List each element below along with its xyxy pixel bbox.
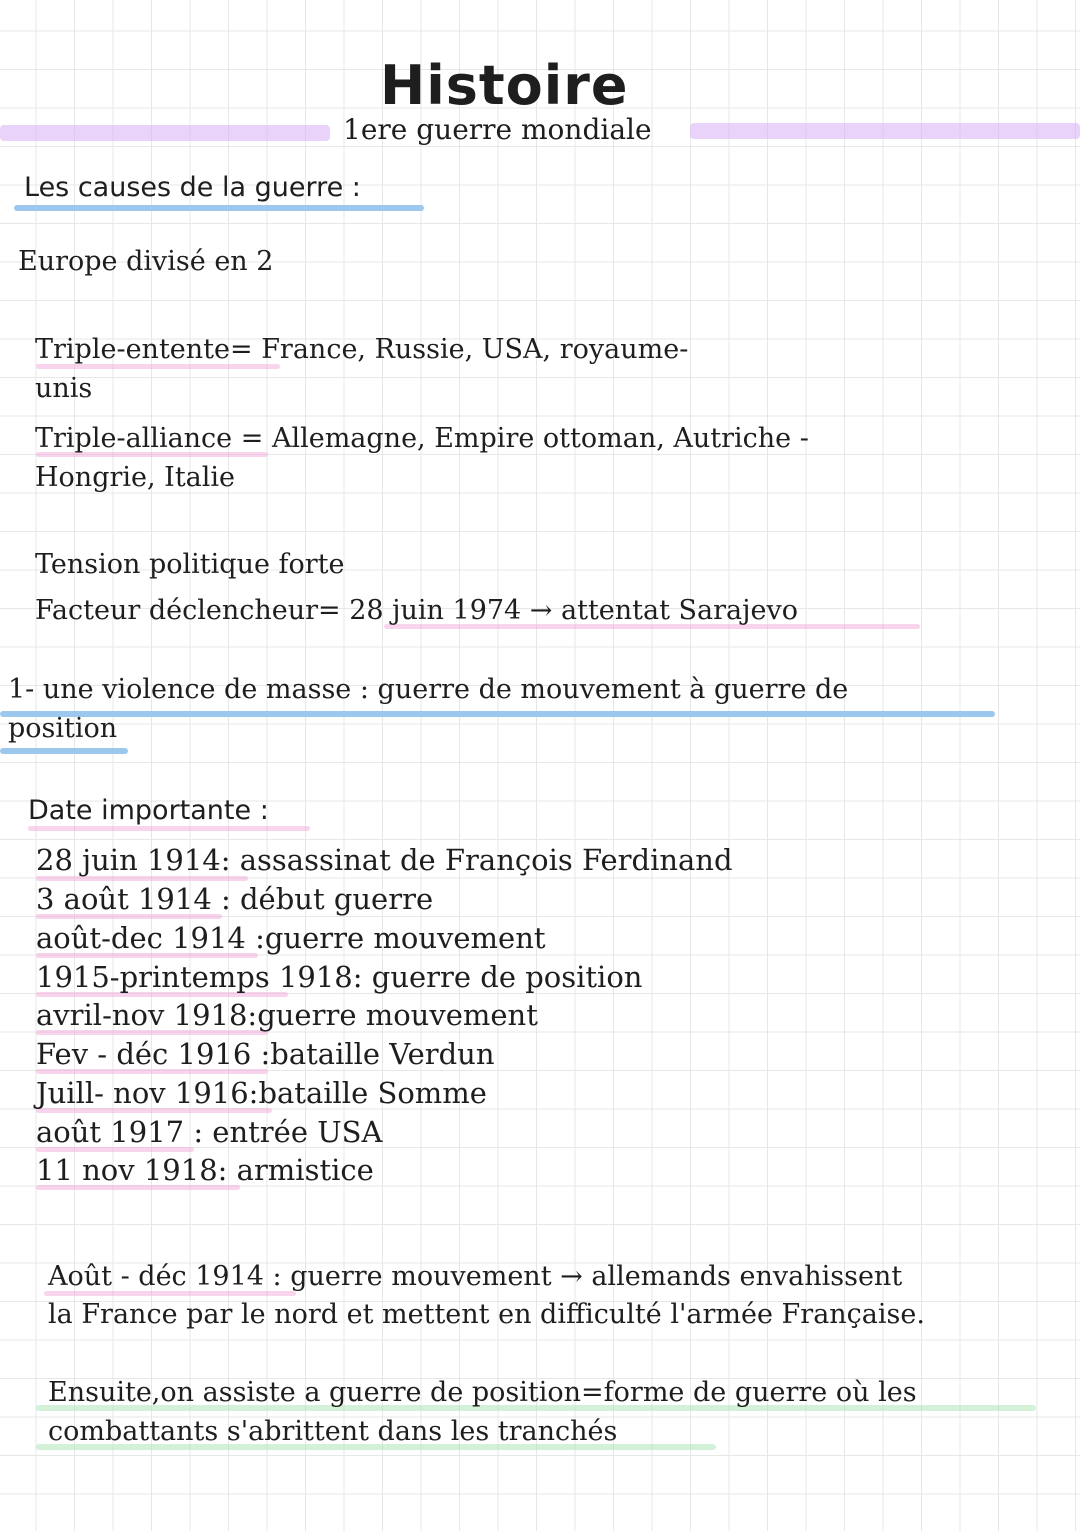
page-title: Histoire	[380, 54, 629, 117]
date-item: 28 juin 1914: assassinat de François Ferdinand	[36, 843, 733, 877]
title-highlight-right	[690, 123, 1080, 139]
tension-text: Tension politique forte	[35, 549, 345, 580]
title-highlight-left	[0, 125, 330, 141]
date-item: 1915-printemps 1918: guerre de position	[36, 960, 643, 994]
paragraph-1-line-2: la France par le nord et mettent en difficulté l'armée Française.	[48, 1299, 925, 1330]
paragraph-2-line-2: combattants s'abrittent dans les tranchés	[48, 1416, 618, 1447]
section1-heading-line-1: 1- une violence de masse : guerre de mouvement à guerre de	[8, 674, 849, 705]
paragraph-2-line-1: Ensuite,on assiste a guerre de position=forme de guerre où les	[48, 1377, 917, 1408]
page-subtitle: 1ere guerre mondiale	[343, 113, 652, 146]
date-item: Juill- nov 1916:bataille Somme	[36, 1076, 487, 1110]
triple-entente-line-2: unis	[35, 373, 93, 404]
date-item: août-dec 1914 :guerre mouvement	[36, 921, 546, 955]
date-item: avril-nov 1918:guerre mouvement	[36, 998, 538, 1032]
date-item: août 1917 : entrée USA	[36, 1115, 383, 1149]
europe-divided-text: Europe divisé en 2	[18, 246, 274, 277]
triple-entente-line-1: Triple-entente= France, Russie, USA, royaume-	[35, 334, 689, 365]
paragraph-1-line-1: Août - déc 1914 : guerre mouvement → allemands envahissent	[48, 1261, 903, 1292]
triple-alliance-line-1: Triple-alliance = Allemagne, Empire ottoman, Autriche -	[35, 423, 809, 454]
section1-underline	[0, 711, 995, 717]
dates-heading: Date importante :	[28, 795, 269, 826]
facteur-text: Facteur déclencheur= 28 juin 1974 → attentat Sarajevo	[35, 595, 799, 626]
date-item: Fev - déc 1916 :bataille Verdun	[36, 1037, 495, 1071]
triple-alliance-line-2: Hongrie, Italie	[35, 462, 236, 493]
section1-heading-line-2: position	[8, 713, 118, 744]
causes-heading: Les causes de la guerre :	[24, 172, 361, 203]
date-item: 3 août 1914 : début guerre	[36, 882, 434, 916]
section1-underline-2	[0, 748, 128, 754]
date-item: 11 nov 1918: armistice	[36, 1153, 374, 1187]
